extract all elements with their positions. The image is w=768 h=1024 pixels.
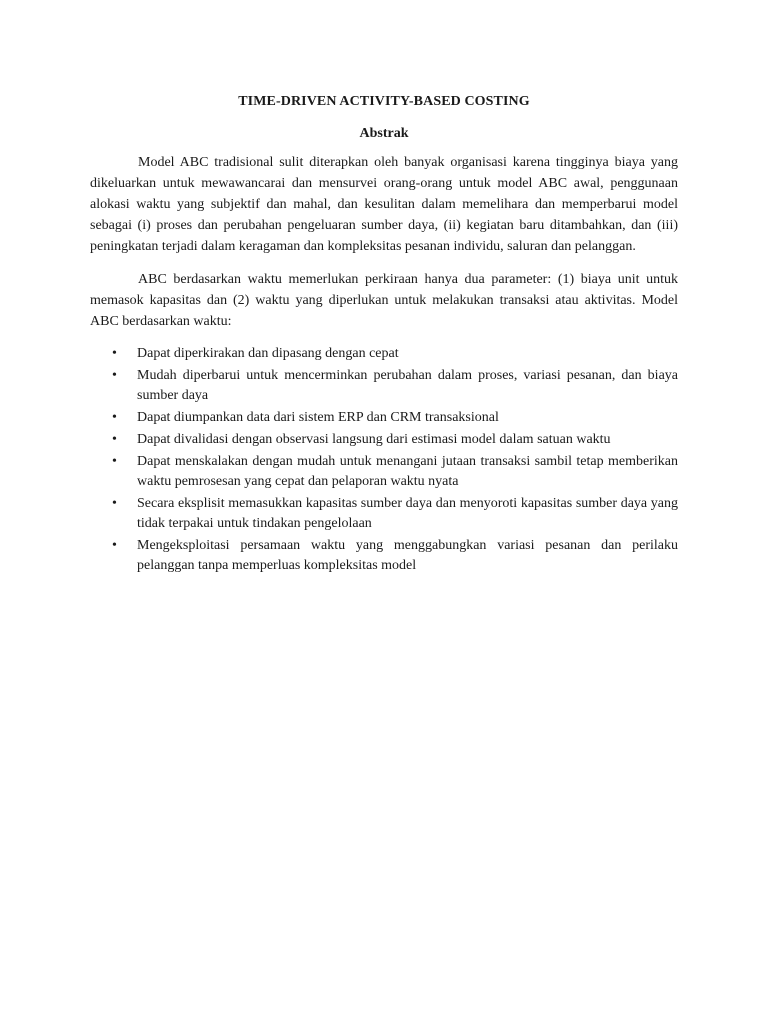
list-item [90,494,678,534]
list-item [90,430,678,450]
document-title: TIME-DRIVEN ACTIVITY-BASED COSTING [238,94,530,109]
list-item-text: Dapat diumpankan data dari sistem ERP dan CRM transaksional [137,410,499,425]
list-item-text: Secara eksplisit memasukkan kapasitas sumber daya dan menyoroti kapasitas sumber daya yang tidak terpakai untuk tindakan pengelolaan [137,496,678,531]
paragraph-2: ABC berdasarkan waktu memerlukan perkiraan hanya dua parameter: (1) biaya unit untuk memasok kapasitas dan (2) waktu yang diperlukan untuk melakukan transaksi atau aktivitas. Model ABC berdasarkan waktu: [90,272,678,329]
paragraph-1: Model ABC tradisional sulit diterapkan oleh banyak organisasi karena tingginya biaya yang dikeluarkan untuk mewawancarai dan mensurvei orang-orang untuk model ABC awal, penggunaan alokasi waktu yang subjektif dan mahal, dan kesulitan dalam memelihara dan memperbarui model sebagai (i) proses dan perubahan pengeluaran sumber daya, (ii) kegiatan baru ditambahkan, dan (iii) peningkatan terjadi dalam keragaman dan kompleksitas pesanan individu, saluran dan pelanggan. [90,155,678,254]
list-item [90,536,678,576]
list-item [90,344,678,364]
bullet-icon: • [112,432,117,447]
bullet-icon: • [112,346,117,361]
bullet-list [90,344,678,576]
document-content [90,92,678,578]
list-item [90,366,678,406]
list-item-text: Mudah diperbarui untuk mencerminkan perubahan dalam proses, variasi pesanan, dan biaya sumber daya [137,368,678,403]
list-item-text: Mengeksploitasi persamaan waktu yang menggabungkan variasi pesanan dan perilaku pelanggan tanpa memperluas kompleksitas model [137,538,678,573]
bullet-icon: • [112,410,117,425]
list-item-text: Dapat diperkirakan dan dipasang dengan cepat [137,346,399,361]
list-item [90,452,678,492]
list-item [90,408,678,428]
list-item-text: Dapat divalidasi dengan observasi langsung dari estimasi model dalam satuan waktu [137,432,611,447]
bullet-icon: • [112,538,117,553]
list-item-text: Dapat menskalakan dengan mudah untuk menangani jutaan transaksi sambil tetap memberikan waktu pemrosesan yang cepat dan pelaporan waktu nyata [137,454,678,489]
bullet-icon: • [112,454,117,469]
abstract-heading: Abstrak [359,126,409,141]
bullet-icon: • [112,368,117,383]
bullet-icon: • [112,496,117,511]
